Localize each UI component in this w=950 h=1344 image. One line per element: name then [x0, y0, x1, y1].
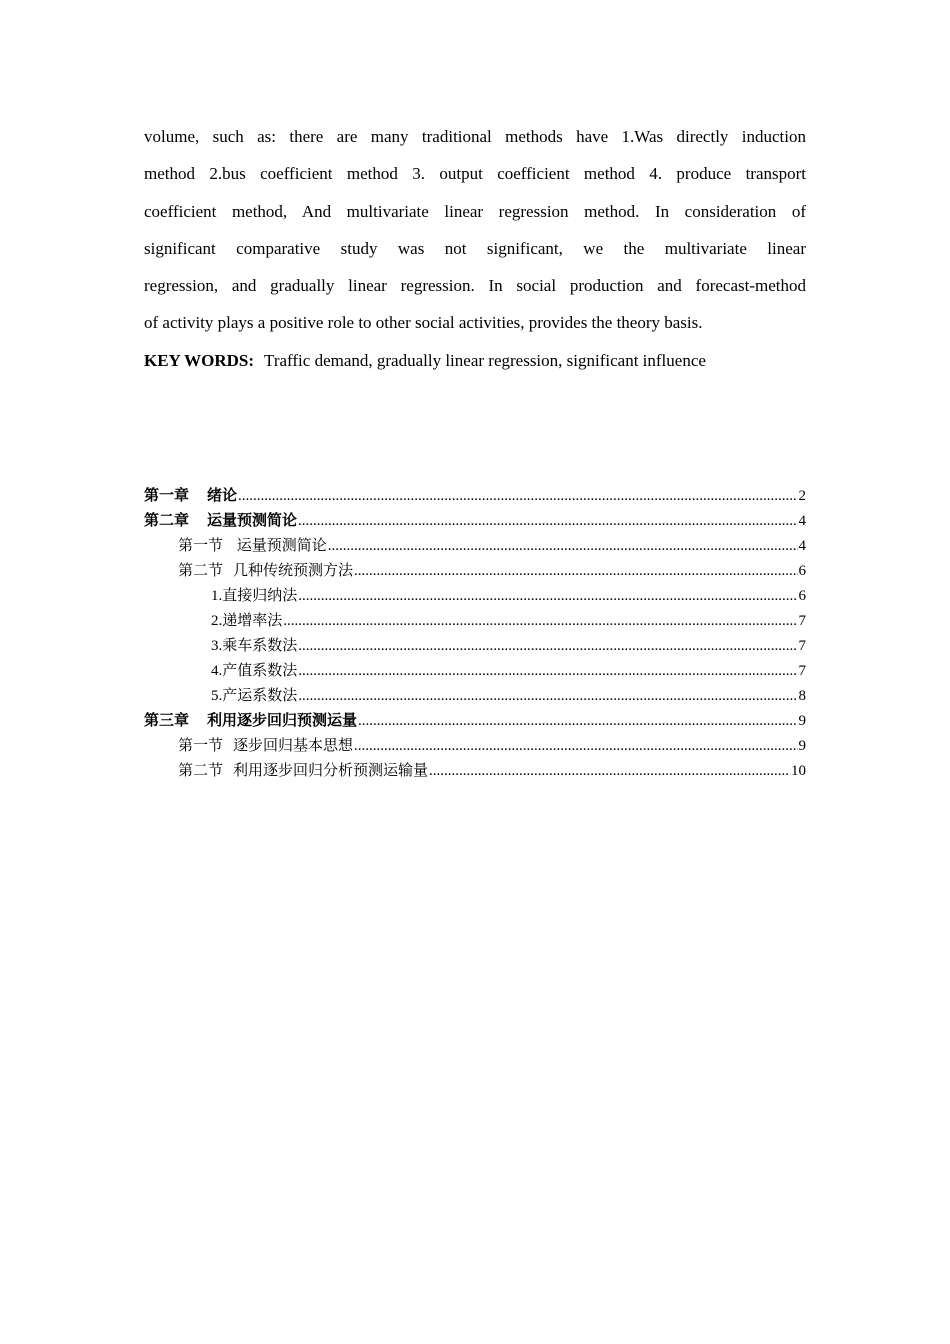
toc-entry-subsection[interactable] [144, 684, 806, 709]
toc-entry-title: 2.递增率法 [211, 613, 283, 629]
toc-page-number: 4 [798, 538, 806, 554]
abstract-line: coefficient method, And multivariate linear regression method. In consideration of [144, 201, 806, 221]
toc-page-number: 8 [798, 688, 806, 704]
toc-entry-subsection[interactable] [144, 584, 806, 609]
toc-entry-title: 1.直接归纳法 [211, 588, 298, 604]
toc-dot-leader [328, 534, 798, 559]
abstract-line: of activity plays a positive role to other social activities, provides the theory basis. [144, 313, 703, 333]
toc-entry-number: 第一章 [144, 488, 190, 504]
toc-entry-chapter-2[interactable] [144, 509, 806, 534]
toc-entry-number: 第二章 [144, 513, 190, 529]
toc-entry-chapter-1[interactable] [144, 484, 806, 509]
english-abstract [144, 118, 806, 379]
toc-entry-section[interactable] [144, 559, 806, 584]
table-of-contents [144, 484, 806, 784]
toc-entry-subsection[interactable] [144, 659, 806, 684]
toc-dot-leader [354, 734, 797, 759]
keywords-text: Traffic demand, gradually linear regression, significant influence [264, 350, 706, 370]
toc-dot-leader [298, 634, 797, 659]
toc-entry-number: 第一节 [178, 538, 224, 554]
toc-page-number: 7 [798, 663, 806, 679]
toc-entry-section[interactable] [144, 734, 806, 759]
toc-dot-leader [358, 709, 797, 734]
toc-entry-title: 运量预测简论 [233, 538, 327, 554]
abstract-line: volume, such as: there are many traditional methods have 1.Was directly induction [144, 127, 806, 146]
toc-entry-subsection[interactable] [144, 609, 806, 634]
abstract-line: significant comparative study was not significant, we the multivariate linear [144, 238, 806, 258]
toc-entry-title: 绪论 [207, 488, 238, 504]
toc-entry-title: 3.乘车系数法 [211, 638, 298, 654]
toc-entry-section[interactable] [144, 534, 806, 559]
toc-entry-number: 第一节 [178, 738, 224, 754]
toc-entry-title: 运量预测简论 [207, 513, 298, 529]
toc-page-number: 4 [798, 513, 806, 529]
toc-page-number: 6 [798, 588, 806, 604]
abstract-line: method 2.bus coefficient method 3. output coefficient method 4. produce transport [144, 164, 806, 184]
toc-dot-leader [238, 484, 797, 509]
abstract-line: regression, and gradually linear regression. In social production and forecast-method [144, 276, 806, 296]
toc-entry-title: 几种传统预测方法 [233, 563, 354, 579]
toc-page-number: 9 [798, 738, 806, 754]
toc-page-number: 10 [791, 763, 806, 779]
toc-dot-leader [298, 684, 797, 709]
toc-page-number: 7 [798, 638, 806, 654]
toc-entry-title: 利用逐步回归分析预测运输量 [233, 763, 429, 779]
toc-entry-number: 第二节 [178, 763, 224, 779]
toc-entry-title: 4.产值系数法 [211, 663, 298, 679]
toc-entry-title: 5.产运系数法 [211, 688, 298, 704]
keywords-label: KEY WORDS: [144, 350, 255, 370]
toc-entry-number: 第二节 [178, 563, 224, 579]
toc-dot-leader [283, 609, 797, 634]
toc-entry-number: 第三章 [144, 713, 190, 729]
toc-entry-title: 逐步回归基本思想 [233, 738, 354, 754]
toc-dot-leader [429, 759, 790, 784]
toc-page-number: 7 [798, 613, 806, 629]
toc-page-number: 9 [798, 713, 806, 729]
toc-entry-chapter-3[interactable] [144, 709, 806, 734]
toc-entry-subsection[interactable] [144, 634, 806, 659]
toc-page-number: 6 [798, 563, 806, 579]
toc-dot-leader [298, 659, 797, 684]
keywords [144, 342, 806, 379]
toc-dot-leader [354, 559, 797, 584]
toc-dot-leader [298, 584, 797, 609]
toc-entry-title: 利用逐步回归预测运量 [207, 713, 358, 729]
toc-page-number: 2 [798, 488, 806, 504]
toc-entry-section[interactable] [144, 759, 806, 784]
toc-dot-leader [298, 509, 797, 534]
